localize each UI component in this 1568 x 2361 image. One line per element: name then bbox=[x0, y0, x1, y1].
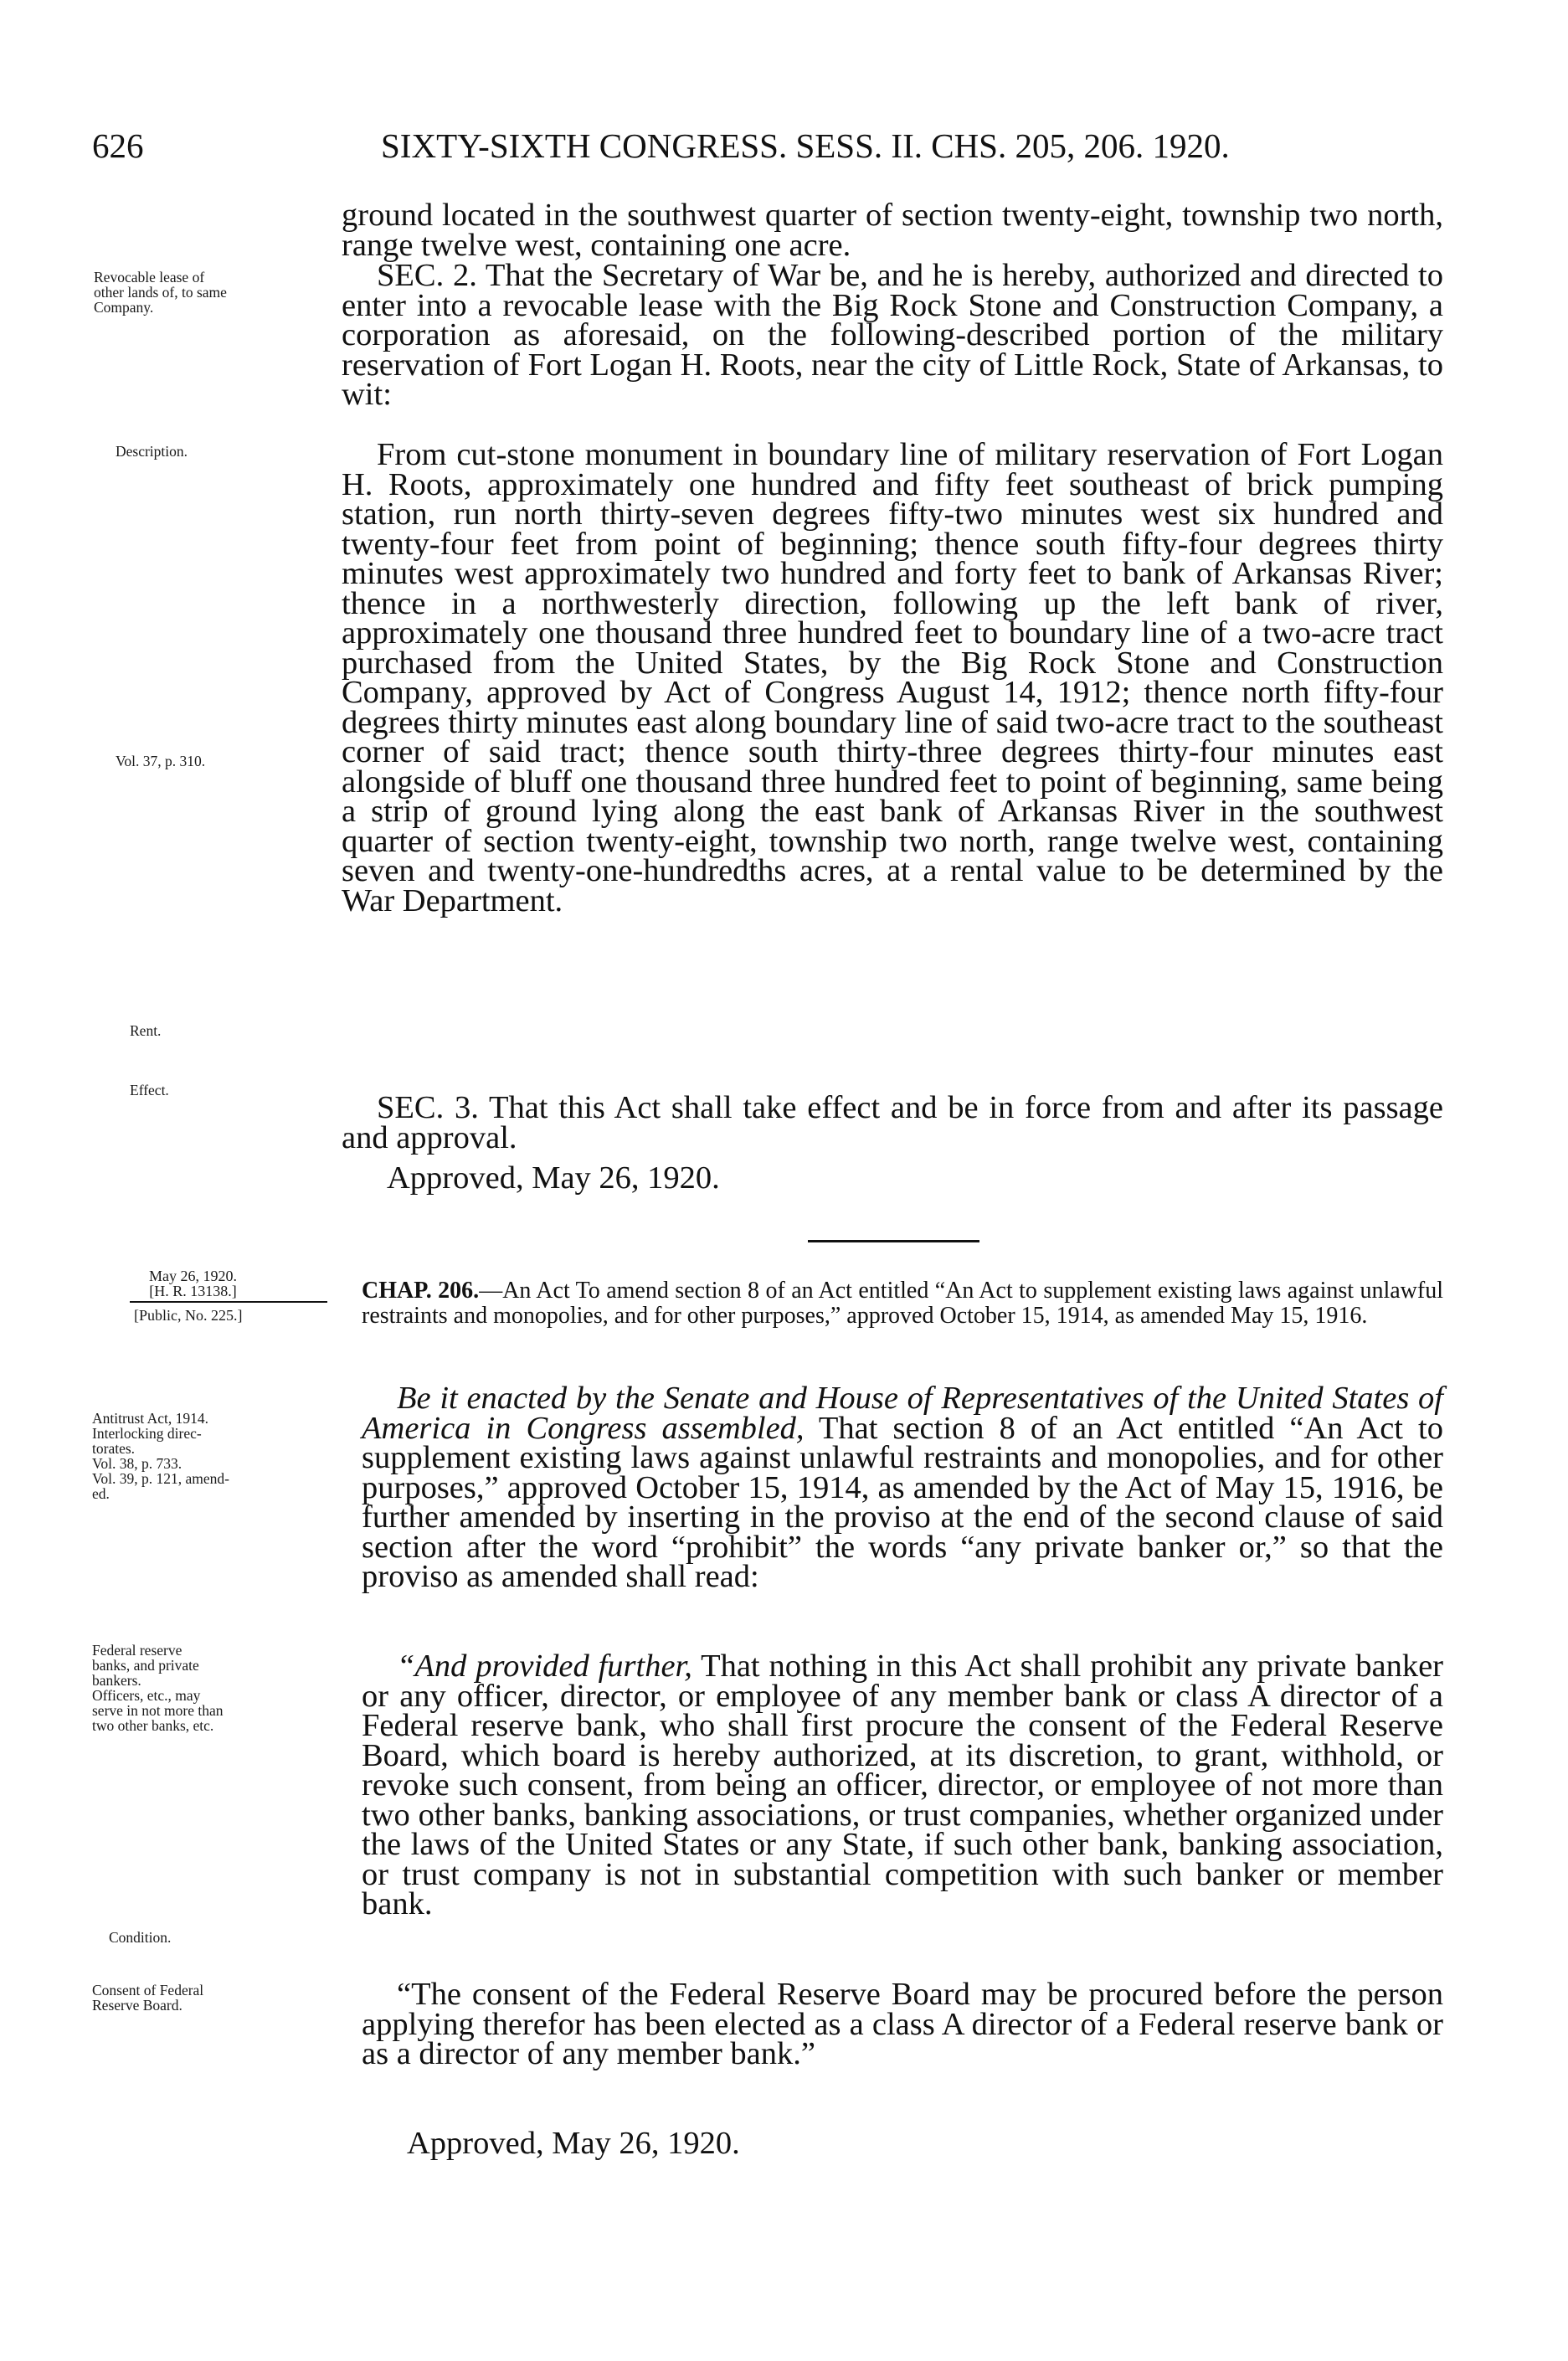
ch206-date-block bbox=[149, 1268, 237, 1299]
page-number: 626 bbox=[92, 126, 144, 165]
margin-note-consent: Consent of Federal Reserve Board. bbox=[92, 1982, 204, 2014]
ch206-title-text: —An Act To amend section 8 of an Act entitled “An Act to supplement existing laws against unlawful restraints and monopolies, and for other purposes,” approved October 15, 1914, as amended May 15, 1916. bbox=[362, 1278, 1443, 1329]
ch206-heading-block bbox=[362, 1278, 1443, 1329]
ch206-proviso bbox=[362, 1649, 1443, 1921]
ch206-bill: [H. R. 13138.] bbox=[149, 1283, 237, 1299]
ch205-approved bbox=[342, 1160, 1443, 1196]
margin-note-vol-37: Vol. 37, p. 310. bbox=[116, 753, 206, 769]
margin-note-antitrust: Antitrust Act, 1914. Interlocking direc- torates. Vol. 38, p. 733. Vol. 39, p. 121, amend- ed. bbox=[92, 1410, 229, 1502]
ch205-lead-paragraph bbox=[342, 198, 1443, 263]
ch206-proviso-opening: “And provided further, bbox=[397, 1649, 692, 1684]
ch206-enacting-text: That section 8 of an Act entitled “An Act to supplement existing laws against unlawful restraints and monopolies, and for other purposes,” approved October 15, 1914, as amended by the Act of May 15, 1916, be further amended by inserting in the proviso at the end of the second clause of said section after the word “prohibit” the words “any private banker or,” so that the proviso as amended shall read: bbox=[362, 1410, 1443, 1594]
ch206-enacting-formula: Be it enacted by the Senate and House of Representatives of the United States of America in Congress assembled, bbox=[362, 1381, 1443, 1446]
ch206-approved bbox=[362, 2126, 1443, 2161]
margin-note-description: Description. bbox=[116, 443, 188, 460]
chapter-separator-rule bbox=[808, 1240, 979, 1242]
running-title: SIXTY-SIXTH CONGRESS. SESS. II. CHS. 205, 206. 1920. bbox=[381, 126, 1230, 165]
ch206-date-rule bbox=[130, 1301, 327, 1303]
ch205-approved-text: Approved, May 26, 1920. bbox=[387, 1160, 720, 1196]
ch206-consent-paragraph bbox=[362, 1977, 1443, 2071]
ch206-public-law: [Public, No. 225.] bbox=[134, 1307, 243, 1324]
running-head bbox=[92, 126, 1457, 176]
ch205-section-3 bbox=[342, 1090, 1443, 1155]
ch206-enacting-clause bbox=[362, 1381, 1443, 1594]
margin-note-rent: Rent. bbox=[130, 1022, 162, 1039]
ch206-date: May 26, 1920. bbox=[149, 1268, 237, 1284]
ch205-sec3-text: SEC. 3. That this Act shall take effect and be in force from and after its passage and approval. bbox=[342, 1090, 1443, 1155]
ch205-description bbox=[342, 437, 1443, 918]
ch206-approved-text: Approved, May 26, 1920. bbox=[407, 2126, 740, 2161]
ch206-consent-text: “The consent of the Federal Reserve Board may be procured before the person applying therefor has been elected as a class A director of a Federal reserve bank or as a director of any member bank.” bbox=[362, 1977, 1443, 2071]
ch205-sec2-text: SEC. 2. That the Secretary of War be, and he is hereby, authorized and directed to enter into a revocable lease with the Big Rock Stone and Construction Company, a corporation as aforesaid, on the following-described portion of the military reservation of Fort Logan H. Roots, near the city of Little Rock, State of Arkansas, to wit: bbox=[342, 258, 1443, 412]
ch206-proviso-text: That nothing in this Act shall prohibit any private banker or any officer, director, or employee of any member bank or class A director of a Federal reserve bank, who shall first procure the consent of the Federal Reserve Board, which board is hereby authorized, at its discretion, to grant, withhold, or revoke such consent, from being an officer, director, or employee of not more than two other banks, banking associations, or trust companies, whether organized under the laws of the United States or any State, if such other bank, banking association, or trust company is not in substantial competition with such banker or member bank. bbox=[362, 1649, 1443, 1921]
margin-note-revocable-lease: Revocable lease of other lands of, to same Company. bbox=[94, 269, 227, 316]
ch205-section-2 bbox=[342, 258, 1443, 412]
margin-note-federal-reserve: Federal reserve banks, and private bankers. Officers, etc., may serve in not more than two other banks, etc. bbox=[92, 1642, 224, 1734]
ch205-lead-text: ground located in the southwest quarter of section twenty-eight, township two north, range twelve west, containing one acre. bbox=[342, 198, 1443, 263]
margin-note-effect: Effect. bbox=[130, 1082, 169, 1098]
margin-note-condition: Condition. bbox=[109, 1929, 172, 1946]
ch205-description-text: From cut-stone monument in boundary line of military reservation of Fort Logan H. Roots, approximately one hundred and fifty feet southeast of brick pumping station, run north thirty-seven degrees fifty-two minutes west six hundred and twenty-four feet from point of beginning; thence south fifty-four degrees thirty minutes west approximately two hundred and forty feet to bank of Arkansas River; thence in a northwesterly direction, following up the left bank of river, approximately one thousand three hundred feet to boundary line of a two-acre tract purchased from the United States, by the Big Rock Stone and Construction Company, approved by Act of Congress August 14, 1912; thence north fifty-four degrees thirty minutes east along boundary line of said two-acre tract to the southeast corner of said tract; thence south thirty-three degrees thirty-four minutes east alongside of bluff one thousand three hundred feet to point of beginning, same being a strip of ground lying along the east bank of Arkansas River in the southwest quarter of section twenty-eight, township two north, range twelve west, containing seven and twenty-one-hundredths acres, at a rental value to be determined by the War Department. bbox=[342, 437, 1443, 918]
ch206-chapter-label: CHAP. 206. bbox=[362, 1278, 480, 1304]
